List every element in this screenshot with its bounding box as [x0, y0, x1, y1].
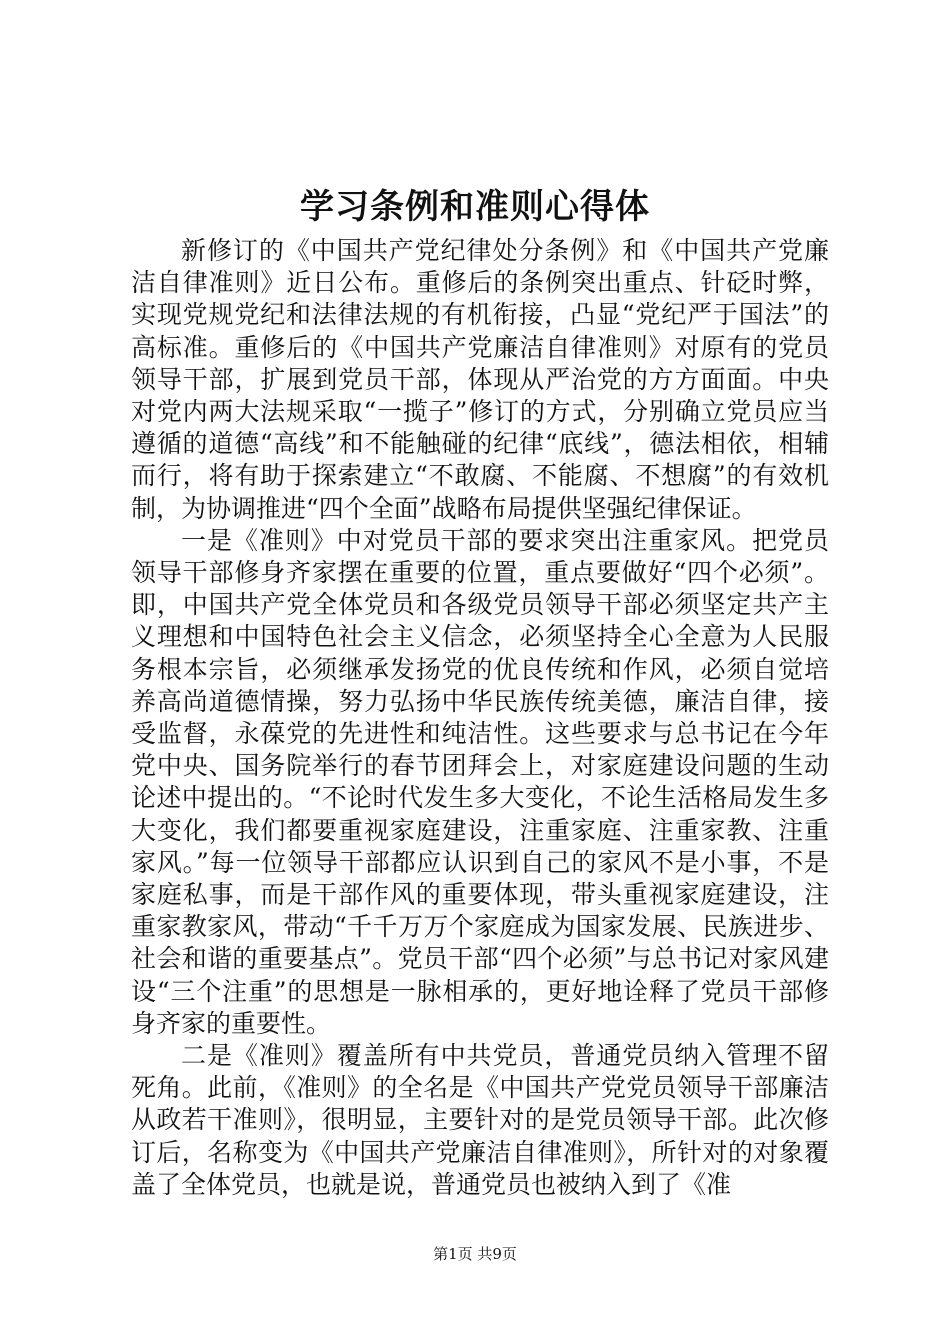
page-number-footer: 第1页 共9页 — [433, 1245, 517, 1263]
paragraph-2: 一是《准则》中对党员干部的要求突出注重家风。把党员领导干部修身齐家摆在重要的位置，重点要做好“四个必须”。即，中国共产党全体党员和各级党员领导干部必须坚定共产主义理想和中国特色社会主义信念，必须坚持全心全意为人民服务根本宗旨，必须继承发扬党的优良传统和作风，必须自觉培养高尚道德情操，努力弘扬中华民族传统美德，廉洁自律，接受监督，永葆党的先进性和纯洁性。这些要求与总书记在今年党中央、国务院举行的春节团拜会上，对家庭建设问题的生动论述中提出的。“不论时代发生多大变化，不论生活格局发生多大变化，我们都要重视家庭建设，注重家庭、注重家教、注重家风。”每一位领导干部都应认识到自己的家风不是小事，不是家庭私事，而是干部作风的重要体现，带头重视家庭建设，注重家教家风，带动“千千万万个家庭成为国家发展、民族进步、社会和谐的重要基点”。党员干部“四个必须”与总书记对家风建设“三个注重”的思想是一脉相承的，更好地诠释了党员干部修身齐家的重要性。 — [131, 525, 829, 1038]
document-body — [131, 235, 829, 1201]
document-title: 学习条例和准则心得体 — [300, 187, 650, 227]
paragraph-1: 新修订的《中国共产党纪律处分条例》和《中国共产党廉洁自律准则》近日公布。重修后的条例突出重点、针砭时弊，实现党规党纪和法律法规的有机衔接，凸显“党纪严于国法”的高标准。重修后的《中国共产党廉洁自律准则》对原有的党员领导干部，扩展到党员干部，体现从严治党的方方面面。中央对党内两大法规采取“一揽子”修订的方式，分别确立党员应当遵循的道德“高线”和不能触碰的纪律“底线”，德法相依，相辅而行，将有助于探索建立“不敢腐、不能腐、不想腐”的有效机制，为协调推进“四个全面”战略布局提供坚强纪律保证。 — [131, 236, 829, 523]
paragraph-3: 二是《准则》覆盖所有中共党员，普通党员纳入管理不留死角。此前，《准则》的全名是《中国共产党党员领导干部廉洁从政若干准则》，很明显，主要针对的是党员领导干部。此次修订后，名称变为《中国共产党廉洁自律准则》，所针对的对象覆盖了全体党员，也就是说，普通党员也被纳入到了《准 — [131, 1041, 829, 1199]
